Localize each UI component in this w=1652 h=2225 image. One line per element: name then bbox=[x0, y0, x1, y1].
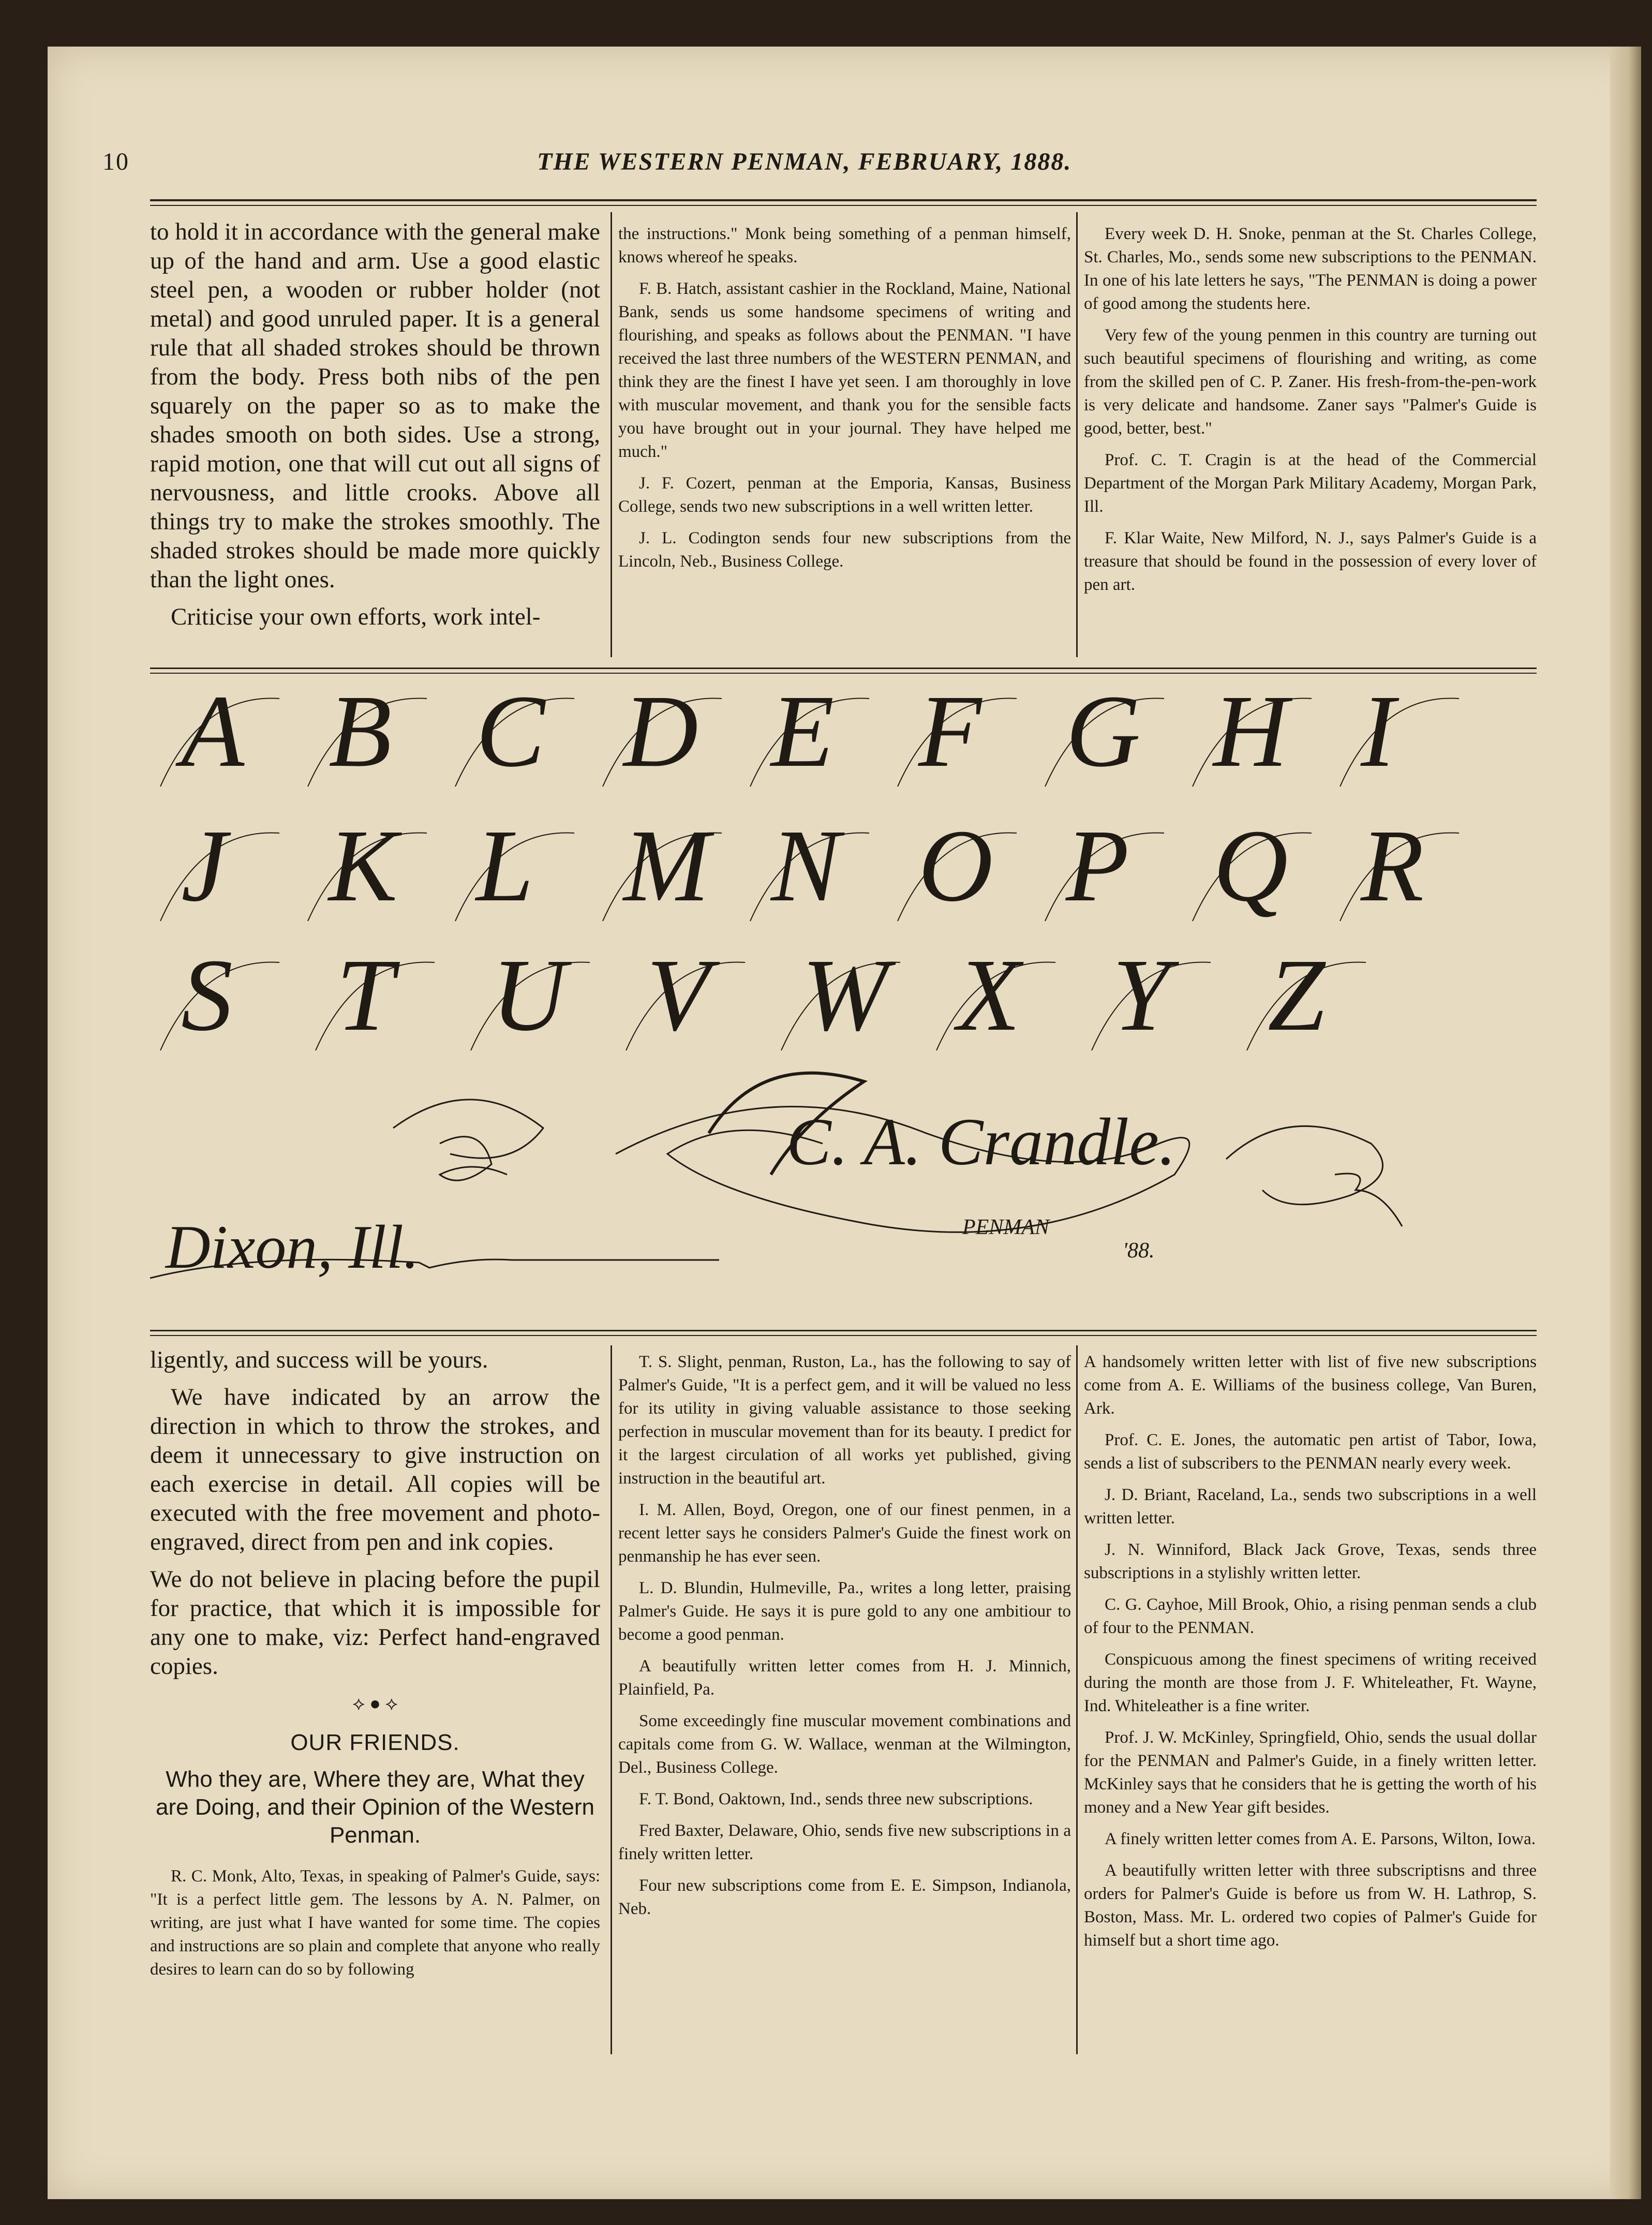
paragraph: A beautifully written letter with three subscriptisns and three orders for Palmer's Guide is before us from W. H. Lathrop, S. Boston, Mass. Mr. L. ordered two copies of Palmer's Guide for himself but a short time ago. bbox=[1084, 1861, 1537, 1950]
paragraph: A beautifully written letter comes from H. J. Minnich, Plainfield, Pa. bbox=[618, 1657, 1071, 1699]
script-capital: Z bbox=[1268, 938, 1326, 1052]
running-title: THE WESTERN PENMAN, FEBRUARY, 1888. bbox=[537, 148, 1072, 175]
script-capital: H bbox=[1213, 678, 1288, 789]
script-capital: J bbox=[181, 809, 227, 923]
paragraph: J. D. Briant, Raceland, La., sends two subscriptions in a well written letter. bbox=[1084, 1486, 1537, 1527]
column-divider bbox=[1076, 1345, 1078, 2054]
script-capital: W bbox=[802, 938, 888, 1052]
script-capital: U bbox=[492, 938, 567, 1052]
paragraph: A handsomely written letter with list of five new subscriptions come from A. E. Williams of the business college, Van Buren, Ark. bbox=[1084, 1353, 1537, 1418]
column-divider bbox=[611, 1345, 612, 2054]
letter-swash bbox=[1340, 698, 1459, 787]
paragraph: F. Klar Waite, New Milford, N. J., says Palmer's Guide is a treasure that should be found in the possession of every lover of pen art. bbox=[1084, 529, 1537, 594]
paragraph: Prof. J. W. McKinley, Springfield, Ohio, sends the usual dollar for the PENMAN and Palmer's Guide, in a finely written letter. McKinley says that he considers that he is getting the worth of his money and a New Year gift besides. bbox=[1084, 1728, 1537, 1817]
script-capital: C bbox=[476, 678, 545, 789]
signature: C. A. Crandle. bbox=[786, 1105, 1176, 1179]
script-capital: G bbox=[1066, 678, 1141, 789]
column-divider bbox=[1076, 212, 1078, 657]
penman-monogram: PENMAN bbox=[962, 1215, 1049, 1239]
flourish bbox=[1226, 1126, 1383, 1204]
page-header bbox=[102, 147, 1530, 184]
page-number: 10 bbox=[102, 148, 129, 175]
section-heading: OUR FRIENDS. bbox=[290, 1730, 460, 1755]
header-rule-thin bbox=[150, 205, 1537, 206]
place-signature: Dixon, Ill. bbox=[166, 1212, 419, 1281]
capitals-row-2 bbox=[160, 809, 1459, 923]
alphabet-plate bbox=[150, 678, 1506, 1325]
paragraph: I. M. Allen, Boyd, Oregon, one of our finest penmen, in a recent letter says he considers Palmer's Guide the finest work on penmanship he has ever seen. bbox=[618, 1501, 1071, 1566]
script-capital: I bbox=[1361, 678, 1395, 789]
section-subheading: Who they are, Where they are, What they are Doing, and their Opinion of the Western Penman. bbox=[156, 1767, 594, 1848]
script-capital: N bbox=[771, 809, 840, 923]
script-capital: Q bbox=[1213, 809, 1288, 923]
top-column-3 bbox=[1084, 222, 1537, 605]
script-capital: T bbox=[336, 938, 394, 1052]
capitals-row-3 bbox=[160, 938, 1366, 1052]
top-column-1 bbox=[150, 217, 600, 640]
paragraph: Some exceedingly fine muscular movement combinations and capitals come from G. W. Wallace, wenman at the Wilmington, Del., Business College. bbox=[618, 1712, 1071, 1777]
bottom-column-1 bbox=[150, 1345, 600, 1990]
plate-rule-bottom-2 bbox=[150, 1335, 1537, 1336]
paragraph: We do not believe in placing before the pupil for practice, that which it is impossible for any one to make, viz: Perfect hand-engraved copies. bbox=[150, 1566, 600, 1680]
paragraph: C. G. Cayhoe, Mill Brook, Ohio, a rising penman sends a club of four to the PENMAN. bbox=[1084, 1595, 1537, 1637]
paragraph: ligently, and success will be yours. bbox=[150, 1346, 488, 1373]
script-capital: S bbox=[181, 938, 233, 1052]
script-capital: X bbox=[957, 938, 1021, 1052]
plate-year: '88. bbox=[1123, 1239, 1155, 1263]
bottom-col1-small bbox=[150, 1865, 600, 1981]
flourish bbox=[393, 1100, 543, 1158]
top-column-2 bbox=[618, 222, 1071, 582]
header-rule bbox=[150, 199, 1537, 201]
paragraph: Every week D. H. Snoke, penman at the St. Charles College, St. Charles, Mo., sends some new subscriptions to the PENMAN. In one of his late letters he says, "The PENMAN is doing a power of good among the students here. bbox=[1084, 225, 1537, 313]
bottom-column-2 bbox=[618, 1351, 1071, 1929]
paragraph: J. F. Cozert, penman at the Emporia, Kansas, Business College, sends two new subscriptions in a well written letter. bbox=[618, 474, 1071, 516]
paragraph: F. T. Bond, Oaktown, Ind., sends three new subscriptions. bbox=[639, 1790, 1033, 1808]
paragraph: R. C. Monk, Alto, Texas, in speaking of Palmer's Guide, says: "It is a perfect little gem. The lessons by A. N. Palmer, on writing, are just what I have wanted for some time. The copies and instructions are so plain and complete that anyone who really desires to learn can do so by following bbox=[150, 1867, 600, 1979]
script-capital: R bbox=[1361, 809, 1424, 923]
plate-rule-top-2 bbox=[150, 673, 1537, 674]
paragraph: to hold it in accordance with the general make up of the hand and arm. Use a good elastic steel pen, a wooden or rubber holder (not metal) and good unruled paper. It is a general rule that all shaded strokes should be thrown from the body. Press both nibs of the pen squarely on the paper so as to make the shades smooth on both sides. Use a strong, rapid motion, one that will cut out all signs of nervousness, and little crooks. Above all things try to make the strokes smoothly. The shaded strokes should be made more quickly than the light ones. bbox=[150, 218, 600, 593]
paragraph: T. S. Slight, penman, Ruston, La., has the following to say of Palmer's Guide, "It is a perfect gem, and it will be valued no less for its utility in giving valuable assistance to those seeking perfection in muscular movement than for its beauty. I predict for it the largest circulation of all works yet published, giving instruction in the beautiful art. bbox=[618, 1353, 1071, 1488]
paragraph: Prof. C. E. Jones, the automatic pen artist of Tabor, Iowa, sends a list of subscribers to the PENMAN nearly every week. bbox=[1084, 1431, 1537, 1473]
script-capital: F bbox=[918, 678, 982, 789]
paragraph: A finely written letter comes from A. E. Parsons, Wilton, Iowa. bbox=[1105, 1830, 1536, 1848]
paragraph: Fred Baxter, Delaware, Ohio, sends five new subscriptions in a finely written letter. bbox=[618, 1821, 1071, 1863]
script-capital: M bbox=[623, 809, 710, 923]
script-capital: V bbox=[647, 938, 710, 1052]
plate-rule-top bbox=[150, 668, 1537, 669]
paragraph: J. N. Winniford, Black Jack Grove, Texas, sends three subscriptions in a stylishly written letter. bbox=[1084, 1540, 1537, 1582]
plate-rule-bottom bbox=[150, 1330, 1537, 1331]
paragraph: L. D. Blundin, Hulmeville, Pa., writes a long letter, praising Palmer's Guide. He says it is pure gold to any one ambitiour to become a good penman. bbox=[618, 1579, 1071, 1644]
paragraph: Very few of the young penmen in this country are turning out such beautiful specimens of flourishing and writing, as come from the skilled pen of C. P. Zaner. His fresh-from-the-pen-work is very delicate and handsome. Zaner says "Palmer's Guide is good, better, best." bbox=[1084, 326, 1537, 438]
script-capital: D bbox=[623, 678, 698, 789]
paragraph: Four new subscriptions come from E. E. Simpson, Indianola, Neb. bbox=[618, 1876, 1071, 1918]
paragraph: We have indicated by an arrow the direction in which to throw the strokes, and deem it unnecessary to give instruction on each exercise in detail. All copies will be executed with the free movement and photo-engraved, direct from pen and ink copies. bbox=[150, 1384, 600, 1555]
paragraph: Prof. C. T. Cragin is at the head of the Commercial Department of the Morgan Park Military Academy, Morgan Park, Ill. bbox=[1084, 451, 1537, 516]
section-ornament: ⟡ ● ⟡ bbox=[352, 1693, 398, 1714]
script-capital: P bbox=[1066, 809, 1129, 923]
script-capital: E bbox=[771, 678, 835, 789]
paragraph: the instructions." Monk being something of a penman himself, knows whereof he speaks. bbox=[618, 225, 1071, 266]
page-spine bbox=[1610, 47, 1641, 2199]
paragraph: F. B. Hatch, assistant cashier in the Rockland, Maine, National Bank, sends us some handsome specimens of writing and flourishing, and speaks as follows about the PENMAN. "I have received the last three numbers of the WESTERN PENMAN, and think they are the finest I have yet seen. I am thoroughly in love with muscular movement, and thank you for the sensible facts you have brought out in your journal. They have helped me much." bbox=[618, 279, 1071, 461]
bottom-column-3 bbox=[1084, 1351, 1537, 1961]
script-capital: O bbox=[918, 809, 993, 923]
paragraph: Criticise your own efforts, work intel- bbox=[171, 603, 541, 630]
script-capital: Y bbox=[1112, 938, 1170, 1052]
script-capital: L bbox=[476, 809, 534, 923]
paragraph: J. L. Codington sends four new subscriptions from the Lincoln, Neb., Business College. bbox=[618, 529, 1071, 571]
script-capital: A bbox=[181, 678, 245, 789]
paragraph: Conspicuous among the finest specimens of writing received during the month are those from J. F. Whiteleather, Ft. Wayne, Ind. Whiteleather is a fine writer. bbox=[1084, 1650, 1537, 1715]
capitals-row-1 bbox=[160, 678, 1459, 789]
script-capital: K bbox=[329, 809, 398, 923]
flourish bbox=[1335, 1174, 1402, 1226]
script-capital: B bbox=[329, 678, 392, 789]
column-divider bbox=[611, 212, 612, 657]
